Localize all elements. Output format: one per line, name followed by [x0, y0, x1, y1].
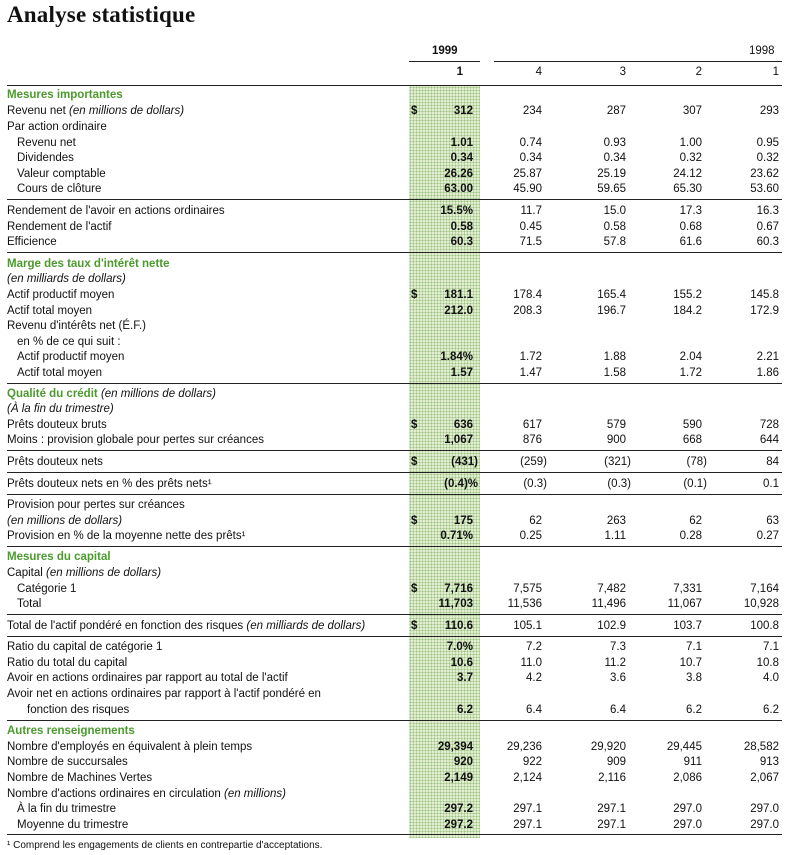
value-1999-q1: 110.6	[444, 620, 473, 632]
value-1998-q2: 155.2	[673, 289, 702, 301]
value-1998-q1: 0.1	[763, 478, 779, 490]
row-label: Ratio du capital de catégorie 1	[7, 641, 163, 653]
value-1998-q2: 7.1	[686, 641, 702, 653]
value-1998-q1: 172.9	[750, 305, 779, 317]
table-row	[0, 365, 800, 381]
row-label: (À la fin du trimestre)	[7, 403, 114, 415]
value-1998-q1: 10.8	[756, 657, 779, 669]
row-label: Moins : provision globale pour pertes sur créances	[7, 434, 264, 446]
value-1999-q1: 29,394	[437, 741, 473, 753]
rule	[7, 546, 782, 547]
value-1998-q3: 0.93	[603, 137, 626, 149]
rule	[7, 450, 782, 451]
value-1998-q2: 65.30	[673, 183, 702, 195]
rule-1998	[494, 61, 782, 62]
value-1998-q4: 4.2	[526, 672, 542, 684]
table-row	[0, 349, 800, 365]
table-row	[0, 303, 800, 319]
table-row	[0, 135, 800, 151]
table-row	[0, 513, 800, 529]
row-label: Actif productif moyen	[7, 289, 115, 301]
value-1998-q4: 208.3	[513, 305, 542, 317]
rule	[7, 472, 782, 473]
value-1998-q3: 15.0	[603, 205, 626, 217]
value-1998-q3: 909	[606, 756, 626, 768]
value-1998-q3: 1.11	[604, 530, 626, 542]
value-1998-q4: 71.5	[519, 236, 542, 248]
value-1998-q3: 25.19	[597, 168, 626, 180]
value-1998-q3: 0.58	[603, 221, 626, 233]
value-1998-q4: 234	[522, 105, 542, 117]
value-1998-q3: 29,920	[590, 741, 626, 753]
value-1998-q3: 57.8	[603, 236, 626, 248]
table-row	[0, 150, 800, 166]
dollar-sign: $	[411, 289, 418, 301]
value-1998-q4: 297.1	[513, 803, 542, 815]
value-1998-q1: 60.3	[756, 236, 779, 248]
value-1998-q1: 7,164	[750, 583, 779, 595]
row-label: Rendement de l'avoir en actions ordinaires	[7, 205, 225, 217]
table-row	[0, 103, 800, 119]
row-note: (en millions de dollars)	[69, 105, 185, 117]
row-label: Nombre de succursales	[7, 756, 128, 768]
value-1998-q3: 287	[606, 105, 626, 117]
rule	[7, 252, 782, 253]
value-1999-q1: 0.71%	[440, 530, 473, 542]
table-row	[0, 432, 800, 448]
col-q1-1998: 1	[772, 66, 779, 78]
row-label: Actif total moyen	[7, 305, 93, 317]
row-label: fonction des risques	[27, 704, 130, 716]
footnote: ¹ Comprend les engagements de clients en contrepartie d'acceptations.	[7, 840, 323, 851]
value-1998-q3: 11,496	[591, 598, 626, 610]
value-1998-q4: 62	[529, 515, 542, 527]
value-1998-q4: (259)	[520, 456, 547, 468]
value-1998-q3: 165.4	[597, 289, 626, 301]
value-1998-q4: 45.90	[513, 183, 542, 195]
table-row	[0, 754, 800, 770]
value-1999-q1: 1.57	[450, 367, 473, 379]
rule-1999	[409, 61, 480, 62]
value-1999-q1: 181.1	[444, 289, 473, 301]
value-1998-q2: 7,331	[673, 583, 702, 595]
row-label: Revenu net	[17, 137, 76, 149]
row-label: Actif productif moyen	[17, 351, 125, 363]
row-label: Avoir en actions ordinaires par rapport au total de l'actif	[7, 672, 288, 684]
rule	[7, 720, 782, 721]
section-title: Mesures du capital	[7, 551, 111, 563]
table-row	[0, 334, 800, 350]
value-1998-q2: 0.68	[679, 221, 702, 233]
table-row	[0, 476, 800, 492]
section-title: Autres renseignements	[7, 725, 135, 737]
table-row	[0, 454, 800, 470]
value-1998-q4: 0.45	[519, 221, 542, 233]
row-label: Prêts douteux nets	[7, 456, 103, 468]
value-1998-q1: 28,582	[743, 741, 779, 753]
value-1998-q1: 0.95	[756, 137, 779, 149]
value-1998-q1: 23.62	[750, 168, 779, 180]
value-1998-q2: 668	[682, 434, 702, 446]
value-1999-q1: 63.00	[444, 183, 473, 195]
value-1998-q4: 0.74	[519, 137, 542, 149]
table-row	[0, 417, 800, 433]
row-label: Prêts douteux nets en % des prêts nets¹	[7, 478, 212, 490]
row-label: Actif total moyen	[17, 367, 103, 379]
value-1998-q3: 297.1	[597, 819, 626, 831]
value-1998-q1: 644	[759, 434, 779, 446]
table-row	[0, 670, 800, 686]
value-1998-q2: 62	[689, 515, 702, 527]
col-q2: 2	[695, 66, 702, 78]
value-1998-q2: 0.32	[679, 152, 702, 164]
table-row	[0, 271, 800, 287]
value-1998-q2: 2.04	[679, 351, 702, 363]
value-1998-q1: 84	[766, 456, 779, 468]
table-row	[0, 817, 800, 833]
section-heading-row	[0, 87, 800, 103]
value-1998-q4: 0.25	[519, 530, 542, 542]
value-1998-q3: 297.1	[597, 803, 626, 815]
row-label: Ratio du total du capital	[7, 657, 128, 669]
dollar-sign: $	[411, 456, 418, 468]
table-row	[0, 739, 800, 755]
rule	[7, 383, 782, 384]
value-1998-q1: 10,928	[743, 598, 779, 610]
table-row	[0, 497, 800, 513]
row-label: Provision pour pertes sur créances	[7, 499, 185, 511]
value-1999-q1: 0.34	[450, 152, 473, 164]
row-label: Moyenne du trimestre	[17, 819, 129, 831]
rule	[7, 834, 782, 835]
value-1998-q4: 617	[522, 419, 542, 431]
row-label: Total	[17, 598, 42, 610]
table-row	[0, 702, 800, 718]
section-title: Mesures importantes	[7, 89, 123, 101]
value-1998-q2: 1.72	[679, 367, 702, 379]
row-label: Cours de clôture	[17, 183, 102, 195]
value-1999-q1: 60.3	[450, 236, 473, 248]
value-1998-q2: 184.2	[673, 305, 702, 317]
value-1998-q2: 6.2	[686, 704, 702, 716]
row-label: Dividendes	[17, 152, 74, 164]
value-1998-q1: 7.1	[763, 641, 779, 653]
value-1998-q3: 0.34	[603, 152, 626, 164]
row-label: Provision en % de la moyenne nette des prêts¹	[7, 530, 246, 542]
table-row	[0, 166, 800, 182]
value-1998-q2: 17.3	[679, 205, 702, 217]
table-row	[0, 234, 800, 250]
value-1998-q3: (321)	[604, 456, 631, 468]
value-1998-q1: 4.0	[763, 672, 779, 684]
value-1998-q4: (0.3)	[523, 478, 547, 490]
table-row	[0, 318, 800, 334]
table-row	[0, 639, 800, 655]
value-1998-q1: 16.3	[756, 205, 779, 217]
value-1999-q1: 636	[453, 419, 473, 431]
value-1998-q1: 913	[759, 756, 779, 768]
table-row	[0, 528, 800, 544]
value-1998-q4: 105.1	[513, 620, 542, 632]
row-label: Rendement de l'actif	[7, 221, 112, 233]
table-row	[0, 686, 800, 702]
row-label: Revenu net (en millions de dollars)	[7, 105, 185, 117]
value-1998-q4: 6.4	[526, 704, 542, 716]
value-1998-q4: 11,536	[507, 598, 542, 610]
value-1998-q2: 1.00	[679, 137, 702, 149]
value-1998-q3: 1.88	[603, 351, 626, 363]
value-1998-q3: 6.4	[610, 704, 626, 716]
value-1998-q4: 1.72	[519, 351, 542, 363]
row-note: (en millions de dollars)	[100, 388, 216, 400]
row-label: Capital (en millions de dollars)	[7, 567, 162, 579]
value-1998-q3: 7,482	[597, 583, 626, 595]
value-1998-q3: 7.3	[610, 641, 626, 653]
value-1999-q1: 6.2	[457, 704, 473, 716]
value-1998-q3: 900	[606, 434, 626, 446]
value-1998-q4: 11.0	[520, 657, 542, 669]
section-title: Marge des taux d'intérêt nette	[7, 258, 170, 270]
value-1998-q4: 922	[522, 756, 542, 768]
row-label: Valeur comptable	[17, 168, 106, 180]
value-1998-q2: 911	[683, 756, 702, 768]
row-label: À la fin du trimestre	[17, 803, 117, 815]
row-label: Avoir net en actions ordinaires par rapport à l'actif pondéré en	[7, 688, 321, 700]
section-title: Qualité du crédit	[7, 388, 98, 400]
table-row	[0, 801, 800, 817]
table-row	[0, 401, 800, 417]
value-1999-q1: 26.26	[444, 168, 473, 180]
value-1999-q1: 2,149	[444, 772, 473, 784]
value-1998-q4: 7.2	[526, 641, 542, 653]
value-1999-q1: 7,716	[444, 583, 473, 595]
value-1998-q2: 61.6	[679, 236, 702, 248]
value-1998-q4: 11.7	[520, 205, 542, 217]
row-note: (en millions)	[223, 788, 286, 800]
value-1999-q1: 1,067	[444, 434, 473, 446]
value-1998-q1: 297.0	[750, 819, 779, 831]
value-1998-q4: 0.34	[519, 152, 542, 164]
row-label: Nombre de Machines Vertes	[7, 772, 153, 784]
dollar-sign: $	[411, 515, 418, 527]
table-row	[0, 596, 800, 612]
table-row	[0, 786, 800, 802]
value-1998-q4: 2,124	[513, 772, 542, 784]
value-1998-q2: 10.7	[679, 657, 702, 669]
table-row	[0, 618, 800, 634]
value-1998-q2: 297.0	[673, 819, 702, 831]
row-label: (en millions de dollars)	[7, 515, 123, 527]
value-1999-q1: 10.6	[450, 657, 473, 669]
row-label: Catégorie 1	[17, 583, 77, 595]
value-1998-q2: 103.7	[673, 620, 702, 632]
value-1999-q1: 212.0	[444, 305, 473, 317]
value-1998-q3: 579	[606, 419, 626, 431]
value-1999-q1: 297.2	[444, 803, 473, 815]
value-1999-q1: 3.7	[457, 672, 473, 684]
value-1998-q2: 11,067	[667, 598, 702, 610]
value-1999-q1: (431)	[451, 456, 478, 468]
col-q4: 4	[535, 66, 542, 78]
value-1999-q1: 1.01	[450, 137, 473, 149]
table-row	[0, 119, 800, 135]
dollar-sign: $	[411, 583, 418, 595]
page-title: Analyse statistique	[7, 2, 196, 27]
value-1998-q1: 63	[766, 515, 779, 527]
value-1998-q1: 145.8	[750, 289, 779, 301]
row-label: (en milliards de dollars)	[7, 273, 126, 285]
row-label: Efficience	[7, 236, 57, 248]
value-1998-q2: 590	[682, 419, 702, 431]
rule	[7, 199, 782, 200]
value-1998-q1: 0.67	[756, 221, 779, 233]
table-row	[0, 581, 800, 597]
value-1998-q3: 1.58	[603, 367, 626, 379]
table-row	[0, 203, 800, 219]
section-heading-row	[0, 386, 800, 402]
value-1998-q4: 25.87	[513, 168, 542, 180]
value-1998-q1: 0.27	[756, 530, 779, 542]
value-1998-q2: 0.28	[679, 530, 702, 542]
rule	[7, 614, 782, 615]
value-1998-q1: 293	[759, 105, 779, 117]
table-row	[0, 655, 800, 671]
value-1998-q3: 102.9	[597, 620, 626, 632]
value-1998-q2: 2,086	[673, 772, 702, 784]
value-1999-q1: 7.0%	[446, 641, 473, 653]
row-label: Prêts douteux bruts	[7, 419, 107, 431]
value-1998-q3: 3.6	[610, 672, 626, 684]
row-label: Total de l'actif pondéré en fonction des risques (en milliards de dollars)	[7, 620, 366, 632]
value-1998-q1: 53.60	[750, 183, 779, 195]
value-1998-q4: 297.1	[513, 819, 542, 831]
value-1998-q1: 1.86	[756, 367, 779, 379]
year-1999: 1999	[432, 45, 458, 57]
dollar-sign: $	[411, 105, 418, 117]
value-1998-q3: 196.7	[597, 305, 626, 317]
value-1998-q3: 59.65	[597, 183, 626, 195]
value-1999-q1: 1.84%	[440, 351, 473, 363]
value-1998-q3: 2,116	[598, 772, 626, 784]
value-1998-q1: 2.21	[756, 351, 779, 363]
table-row	[0, 287, 800, 303]
section-heading-row	[0, 256, 800, 272]
value-1999-q1: 11,703	[438, 598, 473, 610]
row-label: Nombre d'employés en équivalent à plein temps	[7, 741, 253, 753]
value-1998-q4: 29,236	[506, 741, 542, 753]
value-1998-q1: 0.32	[756, 152, 779, 164]
value-1999-q1: 312	[453, 105, 473, 117]
col-q1-1999: 1	[456, 66, 463, 78]
value-1999-q1: 297.2	[444, 819, 473, 831]
value-1999-q1: 0.58	[450, 221, 473, 233]
rule	[7, 85, 782, 86]
value-1999-q1: 920	[453, 756, 473, 768]
value-1998-q1: 2,067	[750, 772, 779, 784]
table-row	[0, 565, 800, 581]
row-note: (en millions de dollars)	[46, 567, 162, 579]
rule	[7, 494, 782, 495]
value-1998-q2: 24.12	[673, 168, 702, 180]
row-label: Nombre d'actions ordinaires en circulation (en millions)	[7, 788, 286, 800]
section-heading-row	[0, 549, 800, 565]
value-1998-q1: 297.0	[750, 803, 779, 815]
dollar-sign: $	[411, 419, 418, 431]
value-1998-q3: 11.2	[604, 657, 626, 669]
value-1998-q4: 1.47	[519, 367, 542, 379]
table-row	[0, 770, 800, 786]
value-1998-q4: 7,575	[513, 583, 542, 595]
value-1998-q2: (78)	[686, 456, 707, 468]
value-1998-q1: 728	[759, 419, 779, 431]
row-label: en % de ce qui suit :	[17, 336, 121, 348]
value-1998-q4: 178.4	[513, 289, 542, 301]
row-note: (en milliards de dollars)	[246, 620, 366, 632]
value-1999-q1: 175	[453, 515, 473, 527]
value-1998-q1: 6.2	[763, 704, 779, 716]
row-label: Revenu d'intérêts net (É.F.)	[7, 320, 146, 332]
rule	[7, 636, 782, 637]
value-1998-q3: 263	[606, 515, 626, 527]
value-1999-q1: 15.5%	[440, 205, 473, 217]
row-label: Par action ordinaire	[7, 121, 107, 133]
value-1998-q3: (0.3)	[607, 478, 631, 490]
row-label	[7, 386, 216, 402]
value-1998-q2: 307	[682, 105, 702, 117]
dollar-sign: $	[411, 620, 418, 632]
value-1999-q1: (0.4)%	[444, 478, 478, 490]
value-1998-q1: 100.8	[750, 620, 779, 632]
table-row	[0, 181, 800, 197]
value-1998-q2: 29,445	[666, 741, 702, 753]
table-row	[0, 219, 800, 235]
value-1998-q2: (0.1)	[683, 478, 707, 490]
section-heading-row	[0, 723, 800, 739]
value-1998-q4: 876	[522, 434, 542, 446]
col-q3: 3	[619, 66, 626, 78]
year-1998: 1998	[749, 45, 775, 57]
value-1998-q2: 3.8	[686, 672, 702, 684]
value-1998-q2: 297.0	[673, 803, 702, 815]
